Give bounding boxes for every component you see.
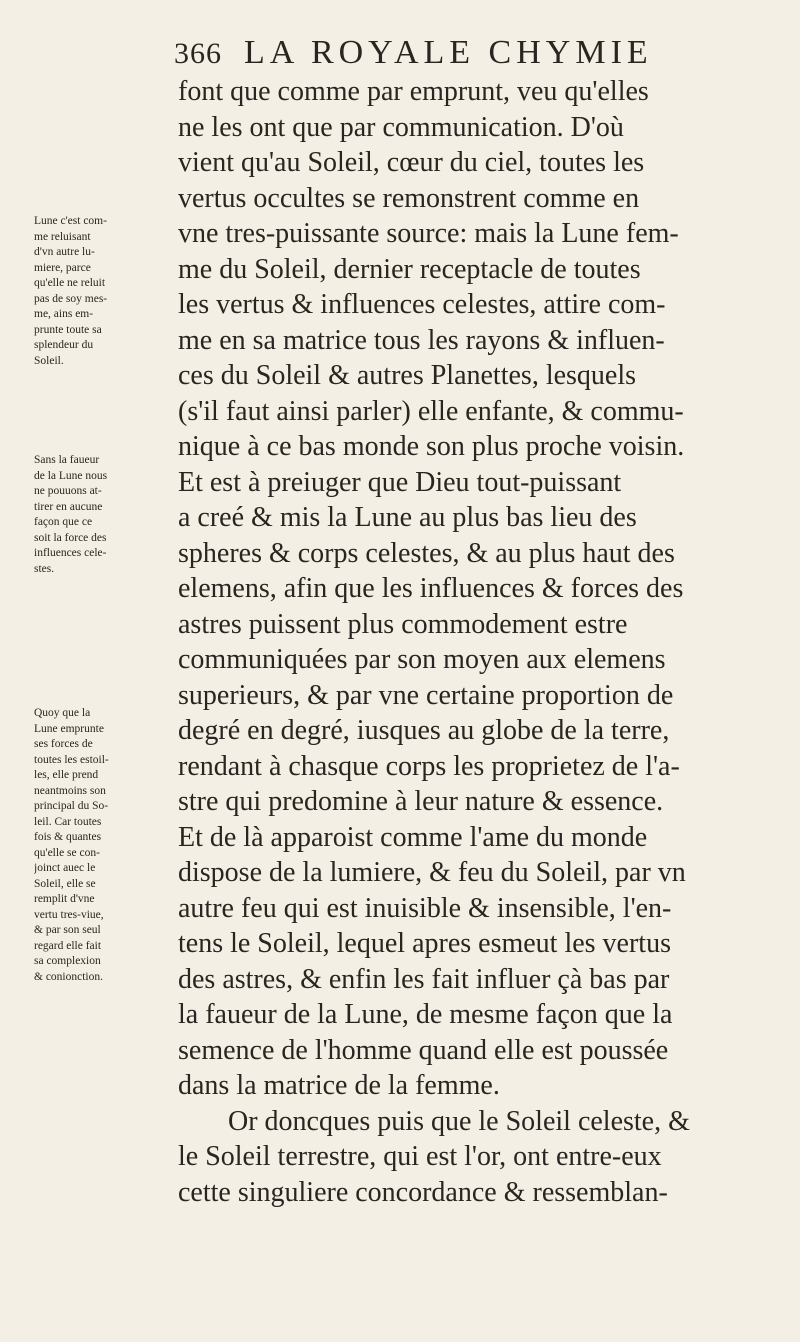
page-number: 366 [174, 37, 222, 70]
margin-note-line: principal du So- [34, 800, 109, 812]
text-line: rendant à chasque corps les proprietez de l'a- [178, 750, 680, 782]
text-line: semence de l'homme quand elle est poussée [178, 1034, 669, 1066]
text-line: les vertus & influences celestes, attire com- [178, 289, 666, 320]
text-line: me du Soleil, dernier receptacle de toutes [178, 253, 641, 285]
text-line: Et de là apparoist comme l'ame du monde [178, 821, 648, 853]
margin-note-line: qu'elle ne reluit [34, 277, 106, 289]
text-line: astres puissent plus commodement estre [178, 608, 628, 640]
margin-note-line: neantmoins son [34, 784, 106, 797]
text-line: autre feu qui est inuisible & insensible, l'en- [178, 892, 672, 924]
margin-note-line: d'vn autre lu- [34, 246, 95, 258]
margin-note-line: joinct auec le [34, 862, 96, 874]
text-line: spheres & corps celestes, & au plus haut des [178, 537, 675, 569]
margin-note-line: de la Lune nous [34, 469, 108, 482]
text-line: elemens, afin que les influences & forces des [178, 573, 684, 604]
margin-note-line: façon que ce [34, 516, 93, 528]
running-title: LA ROYALE CHYMIE [244, 34, 653, 71]
margin-note-line: tirer en aucune [34, 500, 103, 513]
text-line: (s'il faut ainsi parler) elle enfante, & commu- [178, 395, 684, 427]
text-line: des astres, & enfin les fait influer çà bas par [178, 963, 670, 995]
margin-note-line: pas de soy mes- [34, 292, 108, 305]
margin-note-line: splendeur du [34, 339, 94, 351]
text-line: la faueur de la Lune, de mesme façon que la [178, 999, 673, 1030]
margin-note-line: fois & quantes [34, 831, 102, 843]
margin-note-line: sa complexion [34, 955, 101, 967]
text-line: communiquées par son moyen aux elemens [178, 644, 666, 675]
text-line: degré en degré, iusques au globe de la terre, [178, 715, 670, 746]
margin-note-line: & par son seul [34, 924, 101, 936]
main-text-block [178, 74, 782, 1210]
margin-note-line: & conionction. [34, 970, 103, 983]
text-line: le Soleil terrestre, qui est l'or, ont entre-eux [178, 1141, 662, 1172]
margin-note-line: regard elle fait [34, 939, 102, 952]
margin-note-line: me reluisant [34, 230, 91, 243]
margin-note-line: Soleil. [34, 354, 64, 367]
margin-note-line: soit la force des [34, 531, 107, 544]
page-header [174, 34, 774, 72]
text-line: ne les ont que par communication. D'où [178, 111, 624, 143]
margin-note-line: Lune c'est com- [34, 215, 107, 227]
text-line: nique à ce bas monde son plus proche voisin. [178, 431, 685, 462]
text-line: vient qu'au Soleil, cœur du ciel, toutes les [178, 147, 645, 178]
text-line: me en sa matrice tous les rayons & influen- [178, 324, 665, 356]
text-line: tens le Soleil, lequel apres esmeut les vertus [178, 928, 671, 959]
margin-note-line: les, elle prend [34, 769, 99, 781]
text-line: cette singuliere concordance & ressemblan- [178, 1176, 668, 1208]
text-line: font que comme par emprunt, veu qu'elles [178, 76, 649, 107]
text-line: Or doncques puis que le Soleil celeste, & [228, 1105, 690, 1137]
text-line: vne tres-puissante source: mais la Lune fem- [178, 218, 679, 249]
margin-note-line: qu'elle se con- [34, 846, 100, 859]
margin-note-line: miere, parce [34, 261, 91, 274]
text-line: dispose de la lumiere, & feu du Soleil, par vn [178, 857, 686, 888]
margin-note-line: me, ains em- [34, 308, 94, 320]
margin-note-line: ses forces de [34, 738, 93, 750]
text-line: vertus occultes se remonstrent comme en [178, 182, 640, 214]
margin-note-line: influences cele- [34, 547, 107, 559]
margin-note-line: Quoy que la [34, 707, 91, 719]
margin-note [34, 706, 154, 985]
margin-note-line: ne pouuons at- [34, 485, 102, 497]
margin-note [34, 453, 154, 577]
margin-note-line: Lune emprunte [34, 722, 104, 735]
text-line: a creé & mis la Lune au plus bas lieu des [178, 502, 637, 533]
text-line: dans la matrice de la femme. [178, 1070, 500, 1101]
text-line: Et est à preiuger que Dieu tout-puissant [178, 466, 622, 498]
margin-note-line: Sans la faueur [34, 454, 100, 466]
margin-note-line: stes. [34, 562, 55, 575]
margin-note-line: Soleil, elle se [34, 877, 96, 890]
text-line: superieurs, & par vne certaine proportion de [178, 679, 674, 711]
text-line: ces du Soleil & autres Planettes, lesquels [178, 360, 637, 391]
margin-note-line: leil. Car toutes [34, 815, 102, 828]
text-line: stre qui predomine à leur nature & essence. [178, 786, 664, 817]
margin-note-line: vertu tres-viue, [34, 908, 104, 921]
margin-note-line: prunte toute sa [34, 323, 102, 336]
margin-note-line: toutes les estoil- [34, 753, 109, 766]
margin-note [34, 214, 154, 369]
margin-note-line: remplit d'vne [34, 893, 95, 905]
